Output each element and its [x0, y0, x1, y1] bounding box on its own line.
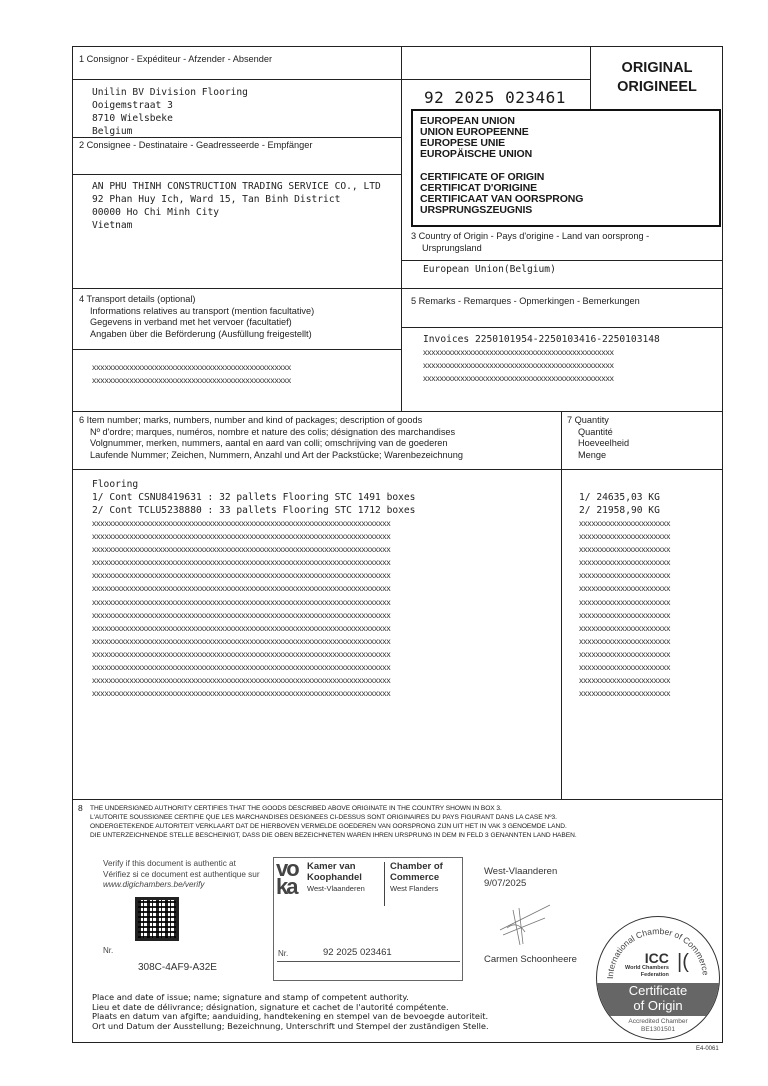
declaration-line: L'AUTORITE SOUSSIGNEE CERTIFIE QUE LES MARCHANDISES DESIGNEES CI-DESSUS SONT ORIGINAIRES DU PAYS FIGURANT DANS LA CASE Nº3.: [90, 814, 557, 821]
consignee-line: Vietnam: [92, 220, 133, 231]
quantity-filler: xxxxxxxxxxxxxxxxxxxxxx: [579, 609, 671, 620]
goods-filler: xxxxxxxxxxxxxxxxxxxxxxxxxxxxxxxxxxxxxxxxxxxxxxxxxxxxxxxxxxxxxxxxxxxxxxxx: [92, 596, 391, 607]
stamp-nl: [307, 861, 365, 894]
goods-filler: xxxxxxxxxxxxxxxxxxxxxxxxxxxxxxxxxxxxxxxxxxxxxxxxxxxxxxxxxxxxxxxxxxxxxxxx: [92, 583, 391, 594]
box6-label-line: Nº d'ordre; marques, numéros, nombre et nature des colis; désignation des marchandises: [90, 426, 456, 437]
box6-label-line: Laufende Nummer; Zeichen, Nummern, Anzahl und Art der Packstücke; Warenbezeichnung: [90, 449, 463, 460]
box7-label-line: Hoeveelheid: [578, 438, 630, 448]
title-line: CERTIFICAT D'ORIGINE: [420, 182, 537, 194]
box4-label: [79, 294, 314, 340]
goods-filler: xxxxxxxxxxxxxxxxxxxxxxxxxxxxxxxxxxxxxxxxxxxxxxxxxxxxxxxxxxxxxxxxxxxxxxxx: [92, 544, 391, 555]
quantity-filler: xxxxxxxxxxxxxxxxxxxxxx: [579, 648, 671, 659]
footer-line: Ort und Datum der Ausstellung; Bezeichnung, Unterschrift und Stempel der zuständigen Stelle.: [92, 1020, 489, 1031]
remarks-filler: xxxxxxxxxxxxxxxxxxxxxxxxxxxxxxxxxxxxxxxxxxxxxx: [423, 360, 614, 370]
qr-code-icon[interactable]: [135, 897, 179, 941]
box6-label: [79, 415, 463, 461]
original-box-divider: [590, 46, 591, 109]
stamp-nl-line: Koophandel: [307, 872, 362, 883]
consignor-line: Belgium: [92, 126, 133, 137]
box8-number: 8: [78, 803, 83, 813]
icc-logo: [625, 951, 669, 978]
box3-label-line: Ursprungsland: [422, 242, 482, 253]
title-line: CERTIFICAAT VAN OORSPRONG: [420, 193, 584, 205]
quantity-filler: xxxxxxxxxxxxxxxxxxxxxx: [579, 662, 671, 673]
consignor-line: Ooigemstraat 3: [92, 100, 173, 111]
consignor-line: Unilin BV Division Flooring: [92, 87, 248, 98]
remarks-filler: xxxxxxxxxxxxxxxxxxxxxxxxxxxxxxxxxxxxxxxxxxxxxx: [423, 347, 614, 357]
box5-label-divider: [401, 327, 723, 328]
goods-filler: xxxxxxxxxxxxxxxxxxxxxxxxxxxxxxxxxxxxxxxxxxxxxxxxxxxxxxxxxxxxxxxxxxxxxxxx: [92, 531, 391, 542]
box4-label-divider: [72, 349, 401, 350]
stamp-en-line: West Flanders: [390, 884, 439, 893]
seal-band: [597, 983, 719, 1016]
footer-line: Lieu et date de délivrance; désignation, signature et cachet de l'autorité compétente.: [92, 1001, 449, 1012]
quantity-filler: xxxxxxxxxxxxxxxxxxxxxx: [579, 531, 671, 542]
issue-date: 9/07/2025: [484, 877, 527, 889]
box1-label-divider: [72, 79, 401, 80]
voka-logo-icon: [276, 856, 302, 899]
title-line: URSPRUNGSZEUGNIS: [420, 204, 533, 216]
transport-details: [92, 361, 291, 387]
box6-label-divider: [72, 469, 723, 470]
verify-line: Vérifiez si ce document est authentique sur: [103, 869, 260, 879]
footer-line: Plaats en datum van afgifte; aanduiding, handtekening en stempel van de bevoegde autoriteit.: [92, 1011, 489, 1022]
declaration-line: ONDERGETEKENDE AUTORITEIT VERKLAART DAT DE HIERBOVEN VERMELDE GOEDEREN VAN OORSPRONG ZIJN UIT HET IN VAK 3 GENOEMDE LAND.: [90, 823, 567, 830]
box4-label-line: Informations relatives au transport (mention facultative): [90, 305, 315, 316]
stamp-divider: [384, 862, 385, 906]
box5-label: 5 Remarks - Remarques - Opmerkingen - Bemerkungen: [411, 296, 640, 306]
box7-label-line: 7 Quantity: [567, 415, 609, 425]
certificate-number: 92 2025 023461: [424, 88, 566, 107]
quantity-filler: xxxxxxxxxxxxxxxxxxxxxx: [579, 544, 671, 555]
quantity-item: 1/ 24635,03 KG: [579, 492, 660, 503]
signatory-name: Carmen Schoonheere: [484, 954, 577, 965]
consignor-line: 8710 Wielsbeke: [92, 113, 173, 124]
stamp-nl-line: Kamer van: [307, 861, 356, 872]
issue-place-date: [484, 866, 557, 889]
seal-band-line: of Origin: [633, 998, 683, 1013]
country-of-origin: European Union(Belgium): [423, 264, 556, 275]
voka-logo-bottom: ka: [276, 874, 297, 899]
stamp-en: [390, 861, 443, 894]
icc-text: ICC: [644, 950, 669, 966]
column-divider: [401, 46, 402, 411]
union-line: UNION EUROPEENNE: [420, 126, 529, 138]
remarks: [423, 333, 660, 385]
verify-code: 308C-4AF9-A32E: [138, 962, 217, 973]
goods-description: [92, 478, 415, 700]
seal-accreditation: [597, 1018, 719, 1034]
chamber-stamp: [273, 857, 463, 981]
goods-filler: xxxxxxxxxxxxxxxxxxxxxxxxxxxxxxxxxxxxxxxxxxxxxxxxxxxxxxxxxxxxxxxxxxxxxxxx: [92, 518, 391, 528]
box2-label: 2 Consignee - Destinataire - Geadresseerde - Empfänger: [79, 140, 313, 150]
quantity-filler: xxxxxxxxxxxxxxxxxxxxxx: [579, 622, 671, 633]
signature-icon: [495, 900, 555, 950]
goods-title: Flooring: [92, 479, 139, 490]
box7-label-line: Menge: [578, 449, 607, 460]
consignee-address: [92, 180, 381, 232]
quantity-filler: xxxxxxxxxxxxxxxxxxxxxx: [579, 583, 671, 594]
goods-filler: xxxxxxxxxxxxxxxxxxxxxxxxxxxxxxxxxxxxxxxxxxxxxxxxxxxxxxxxxxxxxxxxxxxxxxxx: [92, 557, 391, 568]
stamp-nl-line: West-Vlaanderen: [307, 884, 365, 893]
box3-label-line: 3 Country of Origin - Pays d'origine - Land van oorsprong -: [411, 231, 650, 241]
goods-filler: xxxxxxxxxxxxxxxxxxxxxxxxxxxxxxxxxxxxxxxxxxxxxxxxxxxxxxxxxxxxxxxxxxxxxxxx: [92, 688, 391, 699]
goods-filler: xxxxxxxxxxxxxxxxxxxxxxxxxxxxxxxxxxxxxxxxxxxxxxxxxxxxxxxxxxxxxxxxxxxxxxxx: [92, 635, 391, 646]
quantity-filler: xxxxxxxxxxxxxxxxxxxxxx: [579, 518, 671, 528]
original-label-en: ORIGINAL: [621, 60, 693, 76]
authority-declaration: [90, 804, 577, 840]
goods-item: 1/ Cont CSNU8419631 : 32 pallets Flooring STC 1491 boxes: [92, 492, 416, 503]
icc-mark-icon: |(: [677, 951, 689, 973]
original-label-nl: ORIGINEEL: [617, 79, 697, 95]
box8-footer: [92, 993, 489, 1031]
box4-label-line: Gegevens in verband met het vervoer (facultatief): [90, 317, 292, 327]
goods-filler: xxxxxxxxxxxxxxxxxxxxxxxxxxxxxxxxxxxxxxxxxxxxxxxxxxxxxxxxxxxxxxxxxxxxxxxx: [92, 622, 391, 633]
form-code: E4-0061: [696, 1046, 719, 1052]
consignee-line: AN PHU THINH CONSTRUCTION TRADING SERVICE CO., LTD: [92, 181, 381, 192]
footer-line: Place and date of issue; name; signature and stamp of competent authority.: [92, 992, 409, 1002]
box7-label-line: Quantité: [578, 426, 613, 437]
quantity-filler: xxxxxxxxxxxxxxxxxxxxxx: [579, 570, 671, 581]
union-title: [420, 116, 532, 160]
verify-line: Verify if this document is authentic at: [103, 859, 236, 868]
invoices-line: Invoices 2250101954-2250103416-2250103148: [423, 334, 660, 345]
seal-accredited: Accredited Chamber: [628, 1018, 688, 1025]
icc-sub: World Chambers: [625, 965, 669, 971]
stamp-nr-value: 92 2025 023461: [323, 947, 392, 958]
verify-nr-label: Nr.: [103, 946, 114, 955]
union-line: EUROPÄISCHE UNION: [420, 148, 533, 160]
union-line: EUROPESE UNIE: [420, 137, 506, 149]
goods-filler: xxxxxxxxxxxxxxxxxxxxxxxxxxxxxxxxxxxxxxxxxxxxxxxxxxxxxxxxxxxxxxxxxxxxxxxx: [92, 609, 391, 620]
box7-label: [567, 415, 629, 461]
consignee-line: 92 Phan Huy Ich, Ward 15, Tan Binh District: [92, 194, 341, 205]
goods-filler: xxxxxxxxxxxxxxxxxxxxxxxxxxxxxxxxxxxxxxxxxxxxxxxxxxxxxxxxxxxxxxxxxxxxxxxx: [92, 662, 391, 673]
consignor-address: [92, 86, 248, 138]
box6-label-line: Volgnummer, merken, nummers, aantal en aard van colli; omschrijving van de goederen: [90, 438, 448, 448]
stamp-line: [277, 961, 460, 962]
goods-filler: xxxxxxxxxxxxxxxxxxxxxxxxxxxxxxxxxxxxxxxxxxxxxxxxxxxxxxxxxxxxxxxxxxxxxxxx: [92, 570, 391, 581]
quantities: [579, 491, 670, 700]
box2-label-divider: [72, 174, 401, 175]
quantity-filler: xxxxxxxxxxxxxxxxxxxxxx: [579, 596, 671, 607]
box6-top-border: [72, 411, 723, 412]
transport-filler: xxxxxxxxxxxxxxxxxxxxxxxxxxxxxxxxxxxxxxxxxxxxxxxx: [92, 375, 292, 385]
box3-label-divider: [401, 260, 723, 261]
declaration-line: DIE UNTERZEICHNENDE STELLE BESCHEINIGT, DASS DIE OBEN BEZEICHNETEN WAREN IHREN URSPRUNG IN DEM IN FELD 3 GENANNTEN LAND HABEN.: [90, 832, 577, 839]
box4-label-line: 4 Transport details (optional): [79, 294, 196, 304]
certificate-title: [420, 172, 583, 216]
icc-seal-icon: [596, 916, 720, 1040]
number-box-divider: [401, 79, 590, 80]
title-line: CERTIFICATE OF ORIGIN: [420, 171, 545, 183]
remarks-filler: xxxxxxxxxxxxxxxxxxxxxxxxxxxxxxxxxxxxxxxxxxxxxx: [423, 373, 614, 383]
quantity-filler: xxxxxxxxxxxxxxxxxxxxxx: [579, 688, 671, 699]
quantity-filler: xxxxxxxxxxxxxxxxxxxxxx: [579, 675, 671, 686]
box3-label: [411, 231, 649, 254]
transport-filler: xxxxxxxxxxxxxxxxxxxxxxxxxxxxxxxxxxxxxxxxxxxxxxxx: [92, 362, 292, 372]
goods-item: 2/ Cont TCLU5238880 : 33 pallets Flooring STC 1712 boxes: [92, 505, 416, 516]
consignee-line: 00000 Ho Chi Minh City: [92, 207, 220, 218]
box4-label-line: Angaben über die Beförderung (Ausfüllung freigestellt): [90, 328, 312, 339]
box4-top-border: [72, 288, 723, 289]
stamp-en-line: Chamber of: [390, 861, 443, 872]
box6-label-line: 6 Item number; marks, numbers, number and kind of packages; description of goods: [79, 415, 423, 425]
verify-block: [103, 859, 260, 891]
quantity-filler: xxxxxxxxxxxxxxxxxxxxxx: [579, 635, 671, 646]
stamp-en-line: Commerce: [390, 872, 440, 883]
original-label: [592, 59, 722, 97]
issue-place: West-Vlaanderen: [484, 866, 558, 877]
icc-sub: Federation: [640, 971, 669, 978]
stamp-nr-label: Nr.: [278, 949, 289, 958]
quantity-item: 2/ 21958,90 KG: [579, 505, 660, 516]
seal-arc-text: International Chamber of Commerce: [604, 925, 711, 980]
verify-url-link[interactable]: www.digichambers.be/verify: [103, 880, 205, 889]
voka-logo-top: vo: [276, 856, 298, 881]
union-line: EUROPEAN UNION: [420, 115, 515, 127]
box1-label: 1 Consignor - Expéditeur - Afzender - Absender: [79, 54, 273, 64]
declaration-line: THE UNDERSIGNED AUTHORITY CERTIFIES THAT THE GOODS DESCRIBED ABOVE ORIGINATE IN THE COUNTRY SHOWN IN BOX 3.: [90, 805, 502, 812]
seal-code: BE1301501: [641, 1026, 675, 1033]
quantity-filler: xxxxxxxxxxxxxxxxxxxxxx: [579, 557, 671, 568]
goods-filler: xxxxxxxxxxxxxxxxxxxxxxxxxxxxxxxxxxxxxxxxxxxxxxxxxxxxxxxxxxxxxxxxxxxxxxxx: [92, 648, 391, 659]
box7-divider: [561, 411, 562, 799]
box8-top-border: [72, 799, 723, 800]
goods-filler: xxxxxxxxxxxxxxxxxxxxxxxxxxxxxxxxxxxxxxxxxxxxxxxxxxxxxxxxxxxxxxxxxxxxxxxx: [92, 675, 391, 686]
seal-band-line: Certificate: [628, 983, 688, 998]
